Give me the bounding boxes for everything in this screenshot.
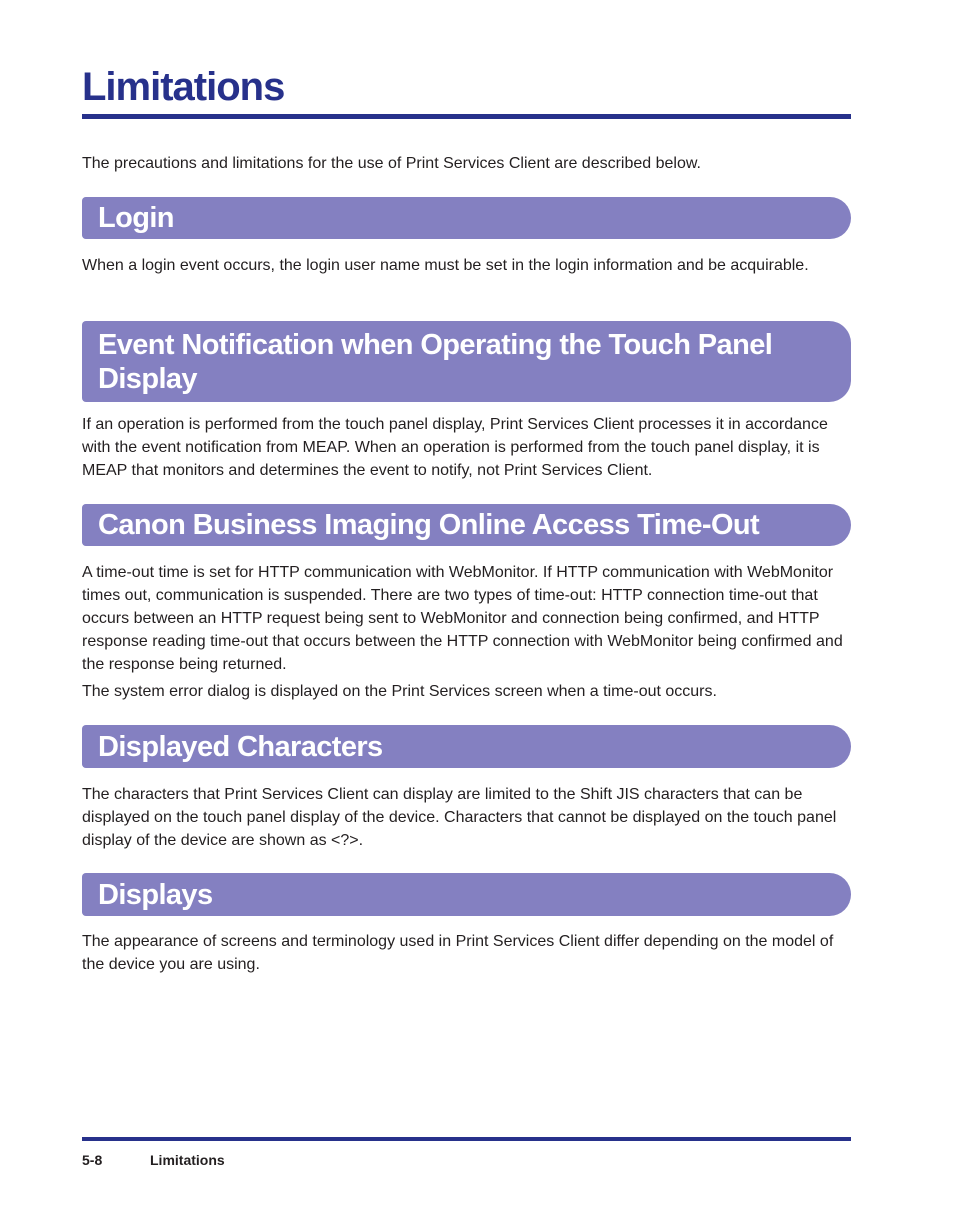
time-out-paragraph-1: A time-out time is set for HTTP communication with WebMonitor. If HTTP communication with WebMonitor times out, communication is suspended. There are two types of time-out: HTTP connection time-out that occurs between an HTTP request being sent to WebMonitor and connection being confirmed, and HTTP response reading time-out that occurs between the HTTP connection with WebMonitor being confirmed and the response being returned. [82,564,843,673]
event-notification-paragraph: If an operation is performed from the touch panel display, Print Services Client processes it in accordance with the event notification from MEAP. When an operation is performed from the touch panel display, it is MEAP that monitors and determines the event to notify, not Print Services Client. [82,416,828,479]
section-heading-time-out [82,504,851,546]
section-heading-displayed-characters [82,725,851,768]
footer-page-number: 5-8 [82,1152,103,1168]
footer-rule [82,1137,851,1141]
displays-paragraph: The appearance of screens and terminology used in Print Services Client differ depending on the model of the device you are using. [82,933,834,973]
section-heading-login [82,197,851,239]
title-rule [82,114,851,119]
section-heading-text: Displayed Characters [98,730,383,763]
page-title: Limitations [82,65,285,109]
section-heading-event-notification [82,321,851,402]
footer-chapter-label: Limitations [150,1152,225,1168]
login-paragraph: When a login event occurs, the login user name must be set in the login information and be acquirable. [82,257,809,274]
section-heading-text: Login [98,202,174,234]
time-out-paragraph-2: The system error dialog is displayed on the Print Services screen when a time-out occurs. [82,683,717,700]
section-heading-text: Event Notification when Operating the Touch Panel Display [98,328,773,395]
section-heading-displays [82,873,851,916]
section-heading-text: Displays [98,878,213,911]
intro-paragraph: The precautions and limitations for the use of Print Services Client are described below. [82,155,701,172]
section-heading-text: Canon Business Imaging Online Access Time-Out [98,509,760,541]
displayed-characters-paragraph: The characters that Print Services Client can display are limited to the Shift JIS characters that can be displayed on the touch panel display of the device. Characters that cannot be displayed on the touch panel display of the device are shown as <?>. [82,786,837,849]
